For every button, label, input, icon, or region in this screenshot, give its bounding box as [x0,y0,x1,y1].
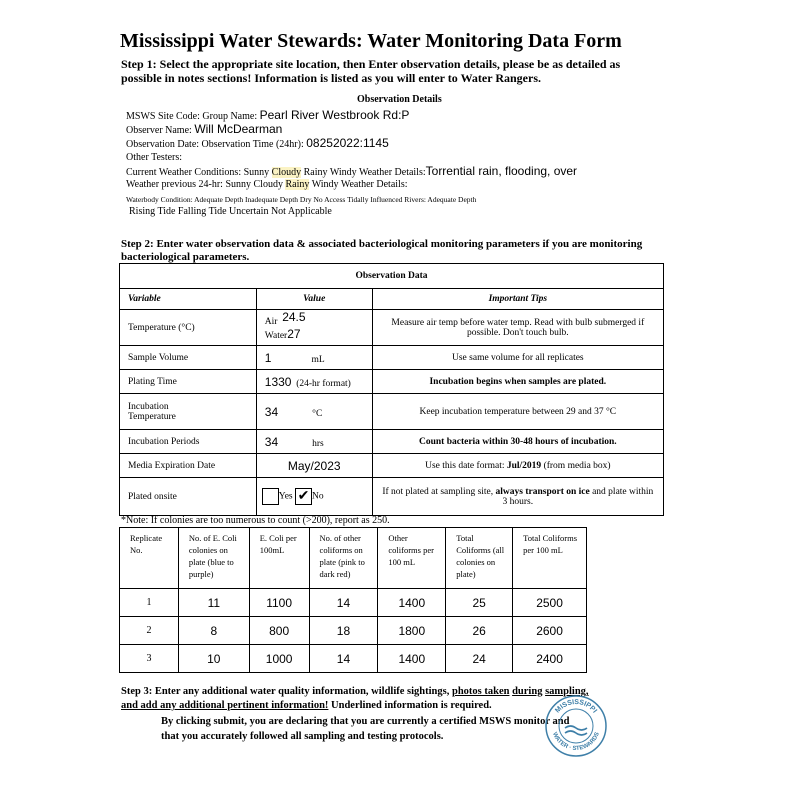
seal-bottom-text: WATER · STEWARDS [551,731,601,753]
media-expiration-tip [372,454,663,478]
bacteria-count-table [119,527,587,673]
replicate-number: 3 [120,645,179,673]
observation-data-table [119,263,664,516]
observation-date-line [126,136,389,150]
header-variable: Variable [120,289,257,310]
seal-top-text: MISSISSIPPI [554,698,598,715]
bacteria-header-total-coliforms: Total Coliforms (all colonies on plate) [446,528,513,589]
plated-onsite-yes-checkbox[interactable] [262,488,279,505]
observer-value[interactable]: Will McDearman [194,122,283,136]
air-label: Air [264,316,278,327]
incubation-temperature-unit: °C [312,408,323,419]
site-code-line [126,108,409,122]
previous-weather-label: Weather previous 24-hr: [126,179,223,190]
incubation-temperature-label-line2: Temperature [128,411,176,422]
ecoli-per-100ml-cell[interactable]: 1100 [249,589,309,617]
bacteria-header-ecoli-colonies: No. of E. Coli colonies on plate (blue to purple) [178,528,249,589]
total-per-100ml-cell[interactable]: 2600 [513,617,587,645]
current-weather-options[interactable]: Rainy Windy Weather Details: [303,167,426,178]
incubation-temperature-tip: Keep incubation temperature between 29 and 37 °C [372,394,663,430]
previous-weather-options[interactable]: Windy Weather Details: [311,179,408,190]
plated-onsite-label: Plated onsite [120,478,257,516]
bacteria-header-total-per-100ml: Total Coliforms per 100 mL [513,528,587,589]
table-row [120,589,587,617]
total-per-100ml-cell[interactable]: 2400 [513,645,587,673]
current-weather-label: Current Weather Conditions: [126,167,242,178]
observation-date-label: Observation Date: Observation Time (24hr): [126,139,304,150]
previous-weather-rainy-selected[interactable]: Rainy [285,179,310,190]
mississippi-water-stewards-seal [545,695,607,757]
observation-date-value[interactable]: 08252022:1145 [306,136,389,150]
observer-label: Observer Name: [126,125,192,136]
waterbody-condition-line: Waterbody Condition: Adequate Depth Inadequate Depth Dry No Access Tidally Influenced Rivers: Adequate Depth [126,195,477,204]
sample-volume-value[interactable]: 1 [264,350,272,365]
header-important-tips: Important Tips [372,289,663,310]
temperature-tip: Measure air temp before water temp. Read with bulb submerged if possible. Don't touch bulb. [372,310,663,346]
water-temp-value[interactable]: 27 [287,326,301,341]
plating-time-unit: (24-hr format) [296,378,351,389]
form-title: Mississippi Water Stewards: Water Monitoring Data Form [120,30,622,52]
other-per-100ml-cell[interactable]: 1800 [378,617,446,645]
current-weather-cloudy-selected[interactable]: Cloudy [271,167,302,178]
sample-volume-tip: Use same volume for all replicates [372,346,663,370]
ecoli-per-100ml-cell[interactable]: 1000 [249,645,309,673]
previous-weather-line [126,179,408,190]
bacteria-header-other-colonies: No. of other coliforms on plate (pink to dark red) [309,528,378,589]
plating-time-tip: Incubation begins when samples are plated. [372,370,663,394]
previous-weather-sunny-cloudy[interactable]: Sunny Cloudy [225,179,283,190]
step2-instructions: Step 2: Enter water observation data & associated bacteriological monitoring parameters if you are monitoring bacteriological parameters. [121,238,643,263]
current-weather-sunny[interactable]: Sunny [243,167,270,178]
other-colonies-cell[interactable]: 14 [309,645,378,673]
plated-onsite-tip [372,478,663,516]
sample-volume-unit: mL [311,354,325,365]
step3-text-1: Step 3: Enter any additional water quality information, wildlife sightings, [121,686,452,697]
other-per-100ml-cell[interactable]: 1400 [378,645,446,673]
step3-sampling: sampling, [545,686,589,697]
site-code-value[interactable]: Pearl River Westbrook Rd:P [259,108,410,122]
bacteria-header-other-per-100ml: Other coliforms per 100 mL [378,528,446,589]
plated-onsite-yes-label: Yes [278,491,293,502]
step3-text-4: Underlined information is required. [328,700,492,711]
incubation-temperature-label [120,394,257,430]
other-colonies-cell[interactable]: 18 [309,617,378,645]
observation-details-heading: Observation Details [357,94,442,105]
media-expiration-tip-format: Jul/2019 [506,460,542,471]
plated-onsite-tip-emphasis: always transport on ice [495,486,590,497]
table-row [120,617,587,645]
step3-add-any: and add any additional pertinent information! [121,700,329,711]
observation-data-caption: Observation Data [120,264,664,289]
site-code-label: MSWS Site Code: Group Name: [126,111,258,122]
step1-instructions: Step 1: Select the appropriate site location, then Enter observation details, please be as detailed as possible in notes sections! Information is listed as you will enter to Water Rangers. [121,57,621,85]
observer-line [126,122,282,136]
total-coliforms-cell[interactable]: 26 [446,617,513,645]
replicate-number: 1 [120,589,179,617]
media-expiration-tip-prefix: Use this date format: [425,460,507,471]
bacteria-header-replicate: Replicate No. [120,528,179,589]
temperature-values [256,310,372,346]
plating-time-label: Plating Time [120,370,257,394]
ecoli-colonies-cell[interactable]: 10 [178,645,249,673]
tide-line: Rising Tide Falling Tide Uncertain Not Applicable [129,206,332,217]
total-per-100ml-cell[interactable]: 2500 [513,589,587,617]
ecoli-per-100ml-cell[interactable]: 800 [249,617,309,645]
ecoli-colonies-cell[interactable]: 8 [178,617,249,645]
water-label: Water [264,330,288,341]
ecoli-colonies-cell[interactable]: 11 [178,589,249,617]
other-colonies-cell[interactable]: 14 [309,589,378,617]
current-weather-line [126,164,577,178]
media-expiration-label: Media Expiration Date [120,454,257,478]
air-temp-value[interactable]: 24.5 [282,309,306,324]
colony-count-note: *Note: If colonies are too numerous to count (>200), report as 250. [121,515,390,526]
other-testers-label: Other Testers: [126,152,183,163]
step3-during: during [512,686,543,697]
plated-onsite-tip-suffix: and plate within 3 hours. [502,486,654,507]
replicate-number: 2 [120,617,179,645]
plated-onsite-tip-prefix: If not plated at sampling site, [382,486,496,497]
plated-onsite-no-label: No [311,491,324,502]
sample-volume-label: Sample Volume [120,346,257,370]
total-coliforms-cell[interactable]: 25 [446,589,513,617]
header-value: Value [256,289,372,310]
plated-onsite-no-checkbox[interactable]: ✔ [295,488,312,505]
incubation-periods-tip: Count bacteria within 30-48 hours of incubation. [372,430,663,454]
media-expiration-tip-suffix: (from media box) [541,460,611,471]
incubation-temperature-label-line1: Incubation [128,401,169,412]
total-coliforms-cell[interactable]: 24 [446,645,513,673]
plating-time-value[interactable]: 1330 [264,374,292,389]
incubation-periods-value[interactable]: 34 [264,434,279,449]
step3-photos-taken: photos taken [451,686,510,697]
media-expiration-value[interactable]: May/2023 [287,458,341,473]
other-per-100ml-cell[interactable]: 1400 [378,589,446,617]
current-weather-details-value[interactable]: Torrential rain, flooding, over [425,164,578,178]
incubation-periods-label: Incubation Periods [120,430,257,454]
temperature-label: Temperature (°C) [120,310,257,346]
declaration-text: By clicking submit, you are declaring that you are currently a certified MSWS monitor and that you accurately followed all sampling and testing protocols. [161,716,570,742]
table-row [120,645,587,673]
incubation-periods-unit: hrs [312,438,324,449]
bacteria-header-ecoli-per-100ml: E. Coli per 100mL [249,528,309,589]
incubation-temperature-value[interactable]: 34 [264,404,279,419]
